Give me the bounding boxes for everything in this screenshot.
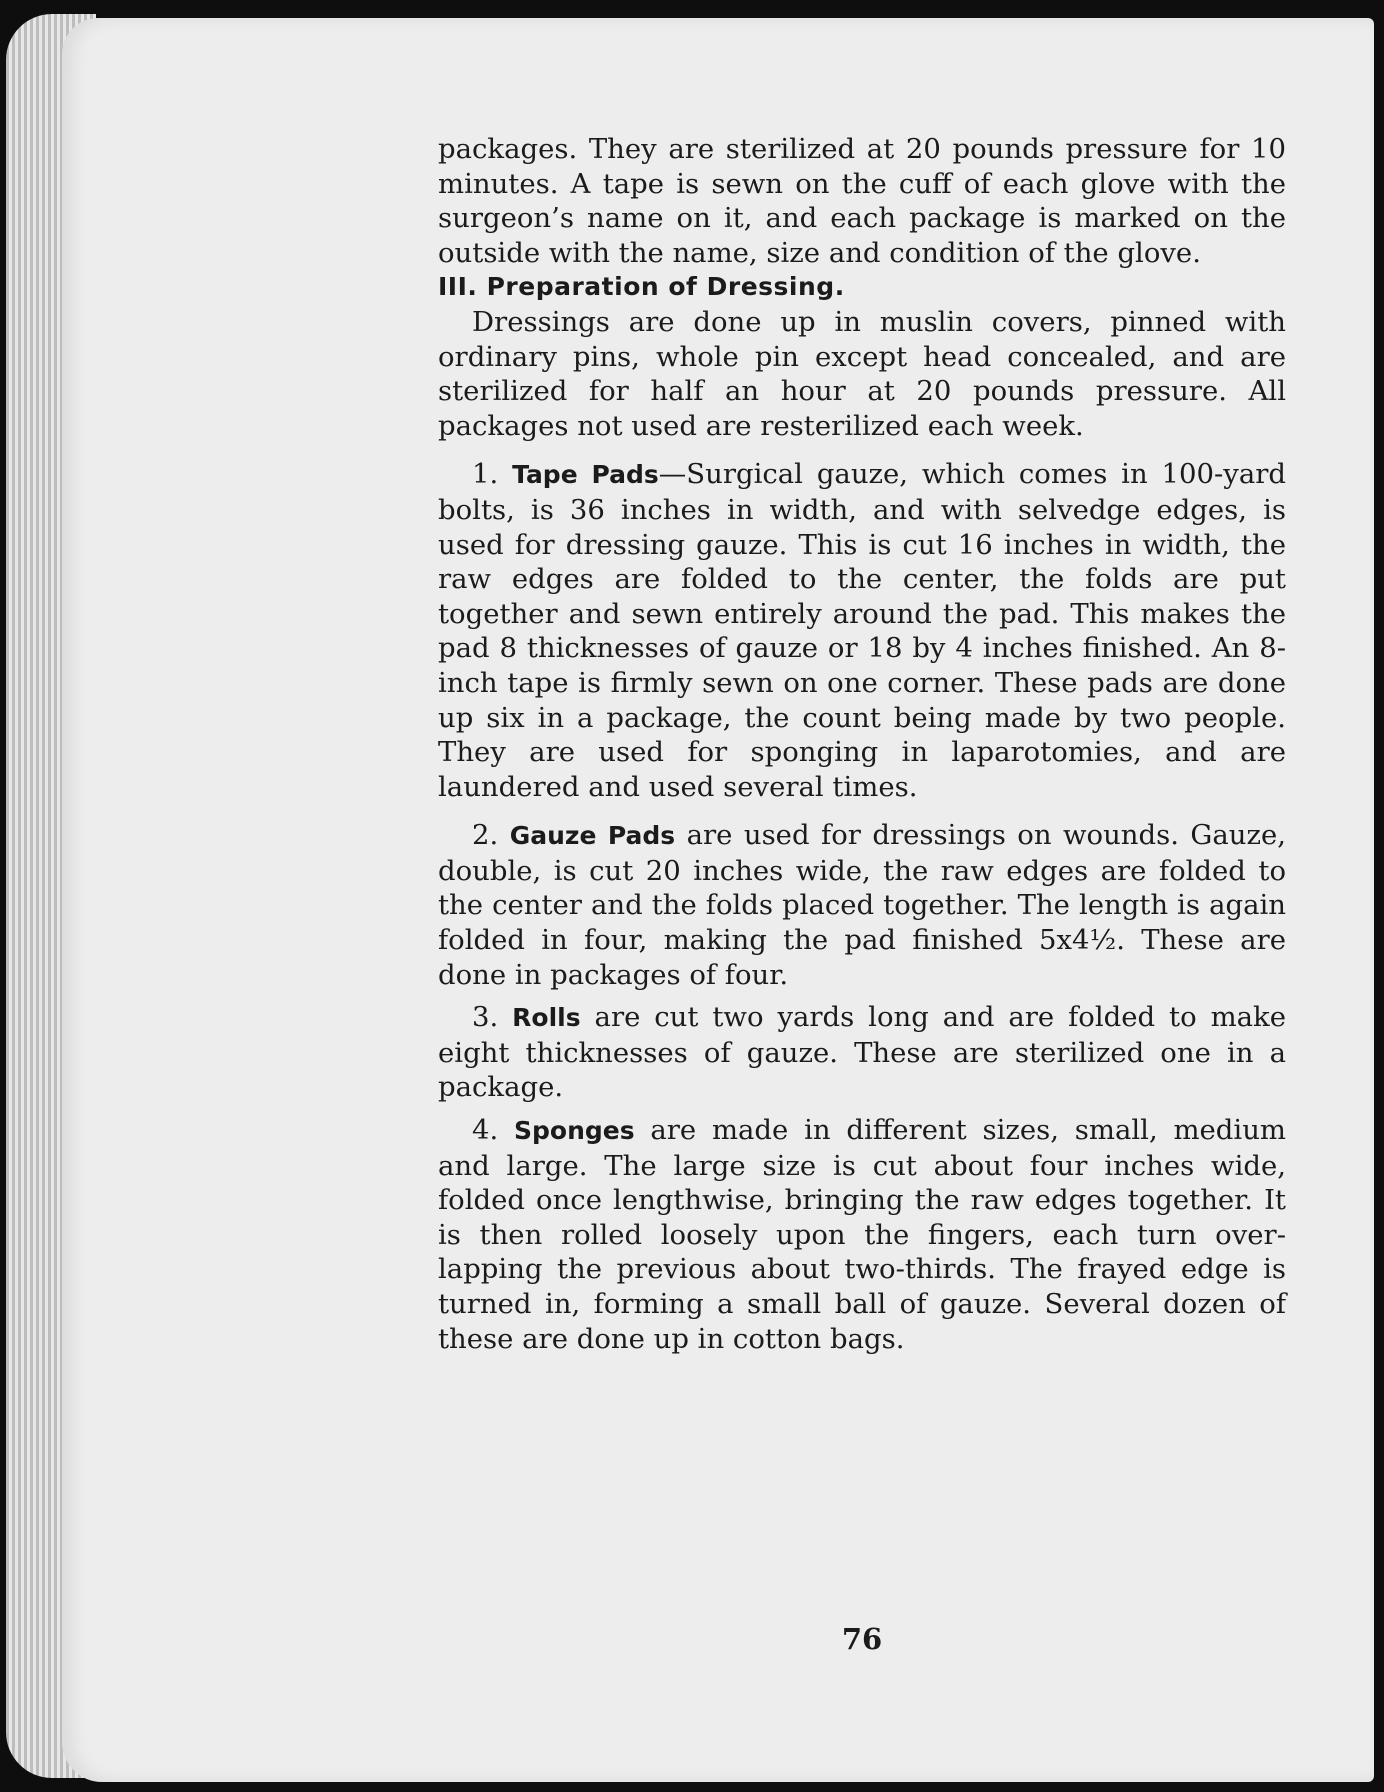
item-term: Rolls — [512, 1003, 581, 1033]
list-item — [438, 457, 1286, 804]
list-item — [438, 818, 1286, 992]
item-term: Gauze Pads — [509, 821, 676, 851]
item-text: are made in different sizes, small, medium and large. The large size is cut about four inches wide, folded once lengthwise, bringing the raw edges together. It is then rolled loosely upon the fingers, each turn over-lapping the previous about two-thirds. The frayed edge is turned in, forming a small ball of gauze. Several dozen of these are done up in cotton bags. — [438, 1114, 1286, 1355]
item-text: are cut two yards long and are folded to make eight thicknesses of gauze. These are sterilized one in a package. — [438, 1001, 1286, 1104]
item-term: Sponges — [514, 1116, 635, 1146]
list-item — [438, 1113, 1286, 1356]
item-number: 3. — [472, 1001, 499, 1034]
item-term: Tape Pads — [512, 460, 659, 490]
section-heading: III. Preparation of Dressing. — [438, 272, 845, 302]
item-number: 2. — [472, 819, 499, 852]
page-number-text: 76 — [841, 1622, 883, 1656]
item-text: are used for dressings on wounds. Gauze, double, is cut 20 inches wide, the raw edges are folded to the center and the folds placed together. The length is again folded in four, making the pad finished 5x4½. These are done in packages of four. — [438, 819, 1287, 991]
list-item — [438, 1000, 1286, 1105]
page-number — [0, 1622, 1384, 1656]
item-text: —Surgical gauze, which comes in 100-yard bolts, is 36 inches in width, and with selvedge edges, is used for dressing gauze. This is cut 16 inches in width, the raw edges are folded to the center, the folds are put together and sewn entirely around the pad. This makes the pad 8 thicknesses of gauze or 18 by 4 inches finished. An 8-inch tape is firmly sewn on one corner. These pads are done up six in a package, the count being made by two people. They are used for sponging in laparotomies, and are laundered and used several times. — [438, 458, 1286, 803]
page-text — [438, 132, 1286, 1356]
item-number: 4. — [472, 1114, 499, 1147]
opening-paragraph: packages. They are sterilized at 20 pounds pressure for 10 minutes. A tape is sewn on the cuff of each glove with the surgeon’s name on it, and each package is marked on the outside with the name, size and condition of the glove. — [438, 133, 1286, 269]
item-number: 1. — [472, 458, 499, 491]
intro-paragraph: Dressings are done up in muslin covers, pinned with ordinary pins, whole pin except head concealed, and are sterilized for half an hour at 20 pounds pressure. All packages not used are resterilized each week. — [438, 305, 1286, 442]
